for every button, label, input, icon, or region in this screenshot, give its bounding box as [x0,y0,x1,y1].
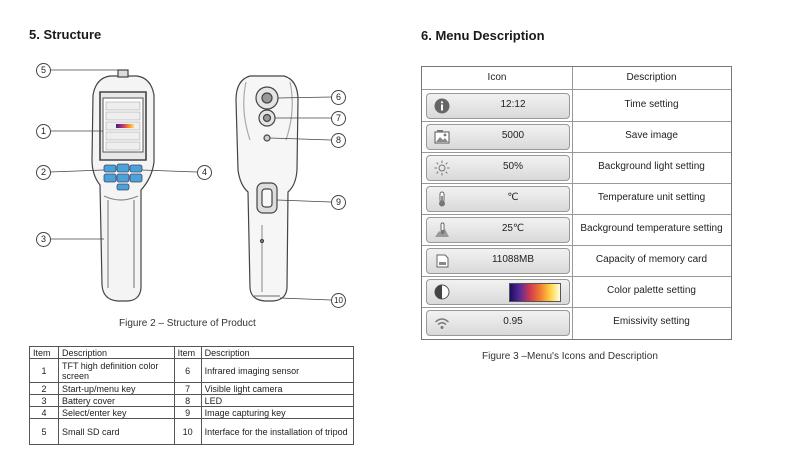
item-description: Start-up/menu key [58,383,174,395]
menu-row-emissivity [422,307,731,338]
menu-row-save-image [422,121,731,152]
table-row [30,383,354,395]
callout-4: 4 [197,165,212,180]
item-number: 2 [30,383,59,395]
table-row [30,359,354,383]
menu-heading: 6. Menu Description [421,28,545,43]
item-number: 7 [174,383,201,395]
menu-icon-pill [426,93,570,119]
callout-7: 7 [331,111,346,126]
menu-figure-caption: Figure 3 –Menu's Icons and Description [482,351,658,362]
callout-5: 5 [36,63,51,78]
color-palette-icon [434,284,450,300]
menu-description: Temperature unit setting [597,192,706,203]
table-row [30,395,354,407]
callout-3: 3 [36,232,51,247]
menu-description: Background temperature setting [580,223,723,234]
menu-description: Background light setting [598,161,705,172]
item-description: Infrared imaging sensor [201,359,353,383]
item-number: 1 [30,359,59,383]
menu-description: Time setting [624,99,679,110]
item-number: 5 [30,419,59,445]
menu-icon-pill [426,248,570,274]
menu-description: Capacity of memory card [595,254,708,265]
header-item-b: Item [174,347,201,359]
menu-icon-pill [426,124,570,150]
save-image-icon [434,129,450,145]
header-desc-a: Description [58,347,174,359]
menu-description: Save image [625,130,678,141]
menu-value: 50% [502,161,523,172]
emissivity-icon [434,315,450,331]
callout-6: 6 [331,90,346,105]
info-icon [434,98,450,114]
items-table [29,346,354,445]
item-number: 10 [174,419,201,445]
item-description: TFT high definition color screen [58,359,174,383]
menu-value: 0.95 [503,316,523,327]
items-table-header [30,347,354,359]
item-description: Image capturing key [201,407,353,419]
structure-heading: 5. Structure [29,27,102,42]
menu-row-memory-card [422,245,731,276]
item-number: 4 [30,407,59,419]
menu-header-description: Description [626,72,677,83]
item-description: Select/enter key [58,407,174,419]
brightness-icon [434,160,450,176]
item-number: 8 [174,395,201,407]
item-number: 9 [174,407,201,419]
menu-value: 11088MB [491,254,535,265]
header-item-a: Item [30,347,59,359]
menu-icon-pill [426,310,570,336]
thermal-camera-drawing [0,0,400,320]
thermometer-icon [434,191,450,207]
menu-icon-pill [426,279,570,305]
item-description: Battery cover [58,395,174,407]
callout-8: 8 [331,133,346,148]
menu-row-background-temperature [422,214,731,245]
product-structure-figure [0,0,400,320]
structure-figure-caption: Figure 2 – Structure of Product [119,318,256,329]
item-description: Interface for the installation of tripod [201,419,353,445]
table-row [30,419,354,445]
menu-value: 5000 [501,130,525,141]
menu-row-background-light [422,152,731,183]
background-temperature-icon [434,222,450,238]
menu-icon-pill [426,186,570,212]
menu-value: 12:12 [500,99,526,110]
callout-2: 2 [36,165,51,180]
menu-icon-pill [426,155,570,181]
menu-description: Color palette setting [607,285,696,296]
menu-header-icon: Icon [487,72,507,83]
item-description: Visible light camera [201,383,353,395]
item-number: 6 [174,359,201,383]
item-description: Small SD card [58,419,174,445]
callout-10: 10 [331,293,346,308]
menu-description: Emissivity setting [613,316,690,327]
item-number: 3 [30,395,59,407]
memory-card-icon [434,253,450,269]
table-row [30,407,354,419]
menu-icon-pill [426,217,570,243]
callout-1: 1 [36,124,51,139]
item-description: LED [201,395,353,407]
menu-icons-table [421,66,732,340]
menu-row-color-palette [422,276,731,307]
palette-gradient-bar [509,283,561,302]
menu-value: 25℃ [501,223,525,234]
menu-row-temperature-unit [422,183,731,214]
menu-row-time [422,90,731,121]
header-desc-b: Description [201,347,353,359]
callout-9: 9 [331,195,346,210]
menu-value: ℃ [507,192,519,203]
